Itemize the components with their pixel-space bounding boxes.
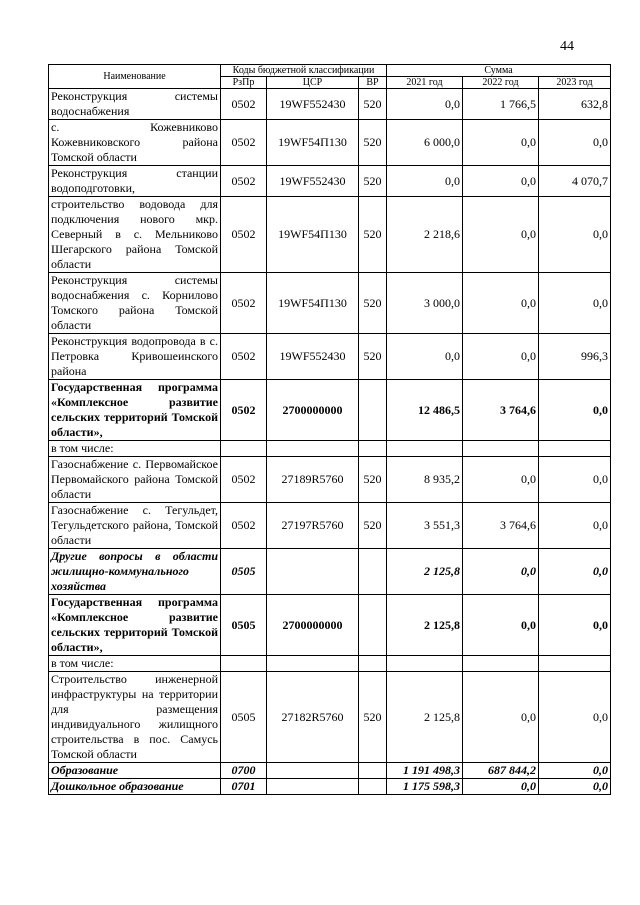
header-2021: 2021 год xyxy=(387,77,463,89)
row-2023: 0,0 xyxy=(539,595,611,656)
row-2022: 687 844,2 xyxy=(463,763,539,779)
row-2022: 0,0 xyxy=(463,120,539,166)
row-vr: 520 xyxy=(359,273,387,334)
table-row xyxy=(49,503,611,549)
row-csr: 27189R5760 xyxy=(267,457,359,503)
header-name: Наименование xyxy=(49,65,221,89)
row-2021: 2 218,6 xyxy=(387,197,463,273)
row-vr xyxy=(359,779,387,795)
row-2022 xyxy=(463,441,539,457)
row-name: Образование xyxy=(49,763,221,779)
table-row xyxy=(49,779,611,795)
row-rzpr: 0505 xyxy=(221,549,267,595)
row-2021: 2 125,8 xyxy=(387,595,463,656)
row-2023: 0,0 xyxy=(539,457,611,503)
row-2022: 0,0 xyxy=(463,166,539,197)
row-name: Реконструкция водопровода в с. Петровка Кривошеинского района xyxy=(49,334,221,380)
row-2022: 0,0 xyxy=(463,779,539,795)
row-2022: 0,0 xyxy=(463,549,539,595)
row-name: в том числе: xyxy=(49,656,221,672)
row-2021: 12 486,5 xyxy=(387,380,463,441)
row-rzpr: 0502 xyxy=(221,120,267,166)
row-csr xyxy=(267,656,359,672)
row-2023: 0,0 xyxy=(539,549,611,595)
row-vr: 520 xyxy=(359,457,387,503)
row-csr xyxy=(267,549,359,595)
table-row xyxy=(49,656,611,672)
row-2023: 0,0 xyxy=(539,197,611,273)
row-name: в том числе: xyxy=(49,441,221,457)
row-csr: 2700000000 xyxy=(267,380,359,441)
row-2022: 0,0 xyxy=(463,672,539,763)
row-name: Реконструкция системы водоснабжения с. Корнилово Томского района Томской области xyxy=(49,273,221,334)
row-2021: 1 191 498,3 xyxy=(387,763,463,779)
row-2023 xyxy=(539,656,611,672)
row-rzpr: 0502 xyxy=(221,380,267,441)
row-rzpr: 0700 xyxy=(221,763,267,779)
row-2021: 3 551,3 xyxy=(387,503,463,549)
table-row xyxy=(49,672,611,763)
row-2023 xyxy=(539,441,611,457)
row-rzpr: 0502 xyxy=(221,273,267,334)
page-number: 44 xyxy=(560,39,574,54)
row-2023: 0,0 xyxy=(539,273,611,334)
table-row xyxy=(49,120,611,166)
row-csr: 27197R5760 xyxy=(267,503,359,549)
header-row-1 xyxy=(49,65,611,77)
row-csr: 19WF552430 xyxy=(267,166,359,197)
row-2022: 0,0 xyxy=(463,457,539,503)
row-name: с. Кожевниково Кожевниковского района Томской области xyxy=(49,120,221,166)
row-2022: 0,0 xyxy=(463,595,539,656)
table-row xyxy=(49,166,611,197)
row-2022: 3 764,6 xyxy=(463,503,539,549)
row-2022: 0,0 xyxy=(463,273,539,334)
row-csr: 27182R5760 xyxy=(267,672,359,763)
row-2022: 1 766,5 xyxy=(463,89,539,120)
row-2023: 0,0 xyxy=(539,380,611,441)
row-rzpr: 0502 xyxy=(221,457,267,503)
row-rzpr: 0502 xyxy=(221,166,267,197)
row-2023: 4 070,7 xyxy=(539,166,611,197)
row-2023: 0,0 xyxy=(539,503,611,549)
row-2023: 632,8 xyxy=(539,89,611,120)
row-vr xyxy=(359,380,387,441)
row-rzpr: 0502 xyxy=(221,334,267,380)
row-2021: 2 125,8 xyxy=(387,672,463,763)
table-row xyxy=(49,549,611,595)
table-row xyxy=(49,89,611,120)
row-csr: 19WF552430 xyxy=(267,334,359,380)
row-csr xyxy=(267,779,359,795)
row-rzpr xyxy=(221,441,267,457)
row-vr: 520 xyxy=(359,672,387,763)
header-2023: 2023 год xyxy=(539,77,611,89)
row-2023: 0,0 xyxy=(539,120,611,166)
row-csr xyxy=(267,763,359,779)
row-2022: 0,0 xyxy=(463,334,539,380)
row-name: Газоснабжение с. Тегульдет, Тегульдетского района, Томской области xyxy=(49,503,221,549)
row-2022 xyxy=(463,656,539,672)
table-row xyxy=(49,334,611,380)
row-vr: 520 xyxy=(359,197,387,273)
row-2021: 6 000,0 xyxy=(387,120,463,166)
row-vr xyxy=(359,549,387,595)
row-csr: 19WF54П130 xyxy=(267,120,359,166)
row-name: Дошкольное образование xyxy=(49,779,221,795)
row-2022: 0,0 xyxy=(463,197,539,273)
table-row xyxy=(49,441,611,457)
row-rzpr: 0505 xyxy=(221,595,267,656)
table-row xyxy=(49,273,611,334)
row-2021: 2 125,8 xyxy=(387,549,463,595)
header-sum: Сумма xyxy=(387,65,611,77)
table-row xyxy=(49,457,611,503)
table-row xyxy=(49,595,611,656)
row-vr: 520 xyxy=(359,503,387,549)
row-rzpr: 0701 xyxy=(221,779,267,795)
row-vr xyxy=(359,763,387,779)
row-2023: 996,3 xyxy=(539,334,611,380)
row-csr: 19WF54П130 xyxy=(267,197,359,273)
row-2022: 3 764,6 xyxy=(463,380,539,441)
row-2021: 1 175 598,3 xyxy=(387,779,463,795)
row-name: Газоснабжение с. Первомайское Первомайского района Томской области xyxy=(49,457,221,503)
row-name: строительство водовода для подключения нового мкр. Северный в с. Мельниково Шегарского района Томской области xyxy=(49,197,221,273)
row-rzpr: 0502 xyxy=(221,89,267,120)
row-2021 xyxy=(387,656,463,672)
row-name: Строительство инженерной инфраструктуры на территории для размещения индивидуального жилищного строительства в пос. Самусь Томской области xyxy=(49,672,221,763)
row-2021: 0,0 xyxy=(387,89,463,120)
row-name: Реконструкция системы водоснабжения xyxy=(49,89,221,120)
row-name: Реконструкция станции водоподготовки, xyxy=(49,166,221,197)
row-csr xyxy=(267,441,359,457)
row-rzpr: 0502 xyxy=(221,503,267,549)
row-rzpr: 0502 xyxy=(221,197,267,273)
row-2023: 0,0 xyxy=(539,672,611,763)
header-2022: 2022 год xyxy=(463,77,539,89)
row-csr: 2700000000 xyxy=(267,595,359,656)
row-2021: 3 000,0 xyxy=(387,273,463,334)
row-2023: 0,0 xyxy=(539,763,611,779)
row-vr: 520 xyxy=(359,89,387,120)
row-vr xyxy=(359,595,387,656)
row-vr: 520 xyxy=(359,120,387,166)
row-vr: 520 xyxy=(359,166,387,197)
row-2023: 0,0 xyxy=(539,779,611,795)
table-row xyxy=(49,380,611,441)
header-vr: ВР xyxy=(359,77,387,89)
row-name: Государственная программа «Комплексное развитие сельских территорий Томской области», xyxy=(49,380,221,441)
row-csr: 19WF54П130 xyxy=(267,273,359,334)
table-row xyxy=(49,763,611,779)
row-name: Государственная программа «Комплексное развитие сельских территорий Томской области», xyxy=(49,595,221,656)
row-rzpr: 0505 xyxy=(221,672,267,763)
header-rzpr: РзПр xyxy=(221,77,267,89)
row-vr: 520 xyxy=(359,334,387,380)
table-row xyxy=(49,197,611,273)
header-csr: ЦСР xyxy=(267,77,359,89)
row-vr xyxy=(359,656,387,672)
budget-table xyxy=(48,64,611,795)
row-2021: 0,0 xyxy=(387,334,463,380)
row-name: Другие вопросы в области жилищно-коммунального хозяйства xyxy=(49,549,221,595)
row-2021: 0,0 xyxy=(387,166,463,197)
row-2021 xyxy=(387,441,463,457)
row-2021: 8 935,2 xyxy=(387,457,463,503)
row-rzpr xyxy=(221,656,267,672)
row-vr xyxy=(359,441,387,457)
row-csr: 19WF552430 xyxy=(267,89,359,120)
header-codes: Коды бюджетной классификации xyxy=(221,65,387,77)
